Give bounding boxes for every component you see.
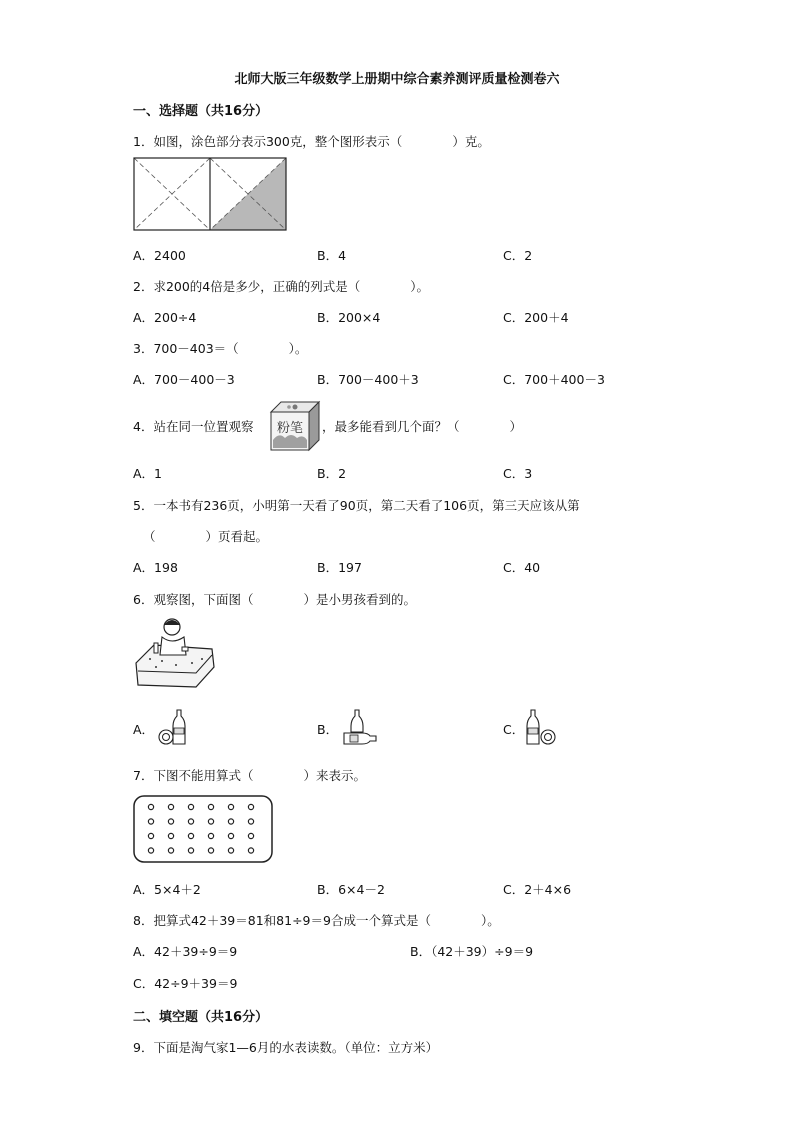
- question-2-stem: 2．求200的4倍是多少，正确的列式是（ ）。: [133, 279, 430, 294]
- q6-option-a[interactable]: A．: [133, 722, 155, 737]
- question-4-stem-before: 4．站在同一位置观察: [133, 419, 254, 434]
- q7-option-b[interactable]: B．6×4－2: [317, 882, 385, 897]
- grid-dot: [228, 804, 233, 809]
- grid-dot: [188, 833, 193, 838]
- grid-dot: [188, 848, 193, 853]
- grid-dot: [168, 833, 173, 838]
- grid-dot: [168, 819, 173, 824]
- section-heading-choice: 一、选择题（共16分）: [133, 104, 269, 119]
- question-5-stem-line2: （ ）页看起。: [143, 529, 269, 544]
- grid-dot: [148, 819, 153, 824]
- chalk-box-label: 粉笔: [277, 421, 304, 436]
- q7-option-a[interactable]: A．5×4＋2: [133, 882, 201, 897]
- grid-dot: [188, 819, 193, 824]
- q1-option-c[interactable]: C．2: [503, 248, 533, 263]
- q3-option-c[interactable]: C．700＋400－3: [503, 372, 605, 387]
- grid-dot: [168, 804, 173, 809]
- question-7-stem: 7．下图不能用算式（ ）来表示。: [133, 768, 366, 783]
- q1-option-a[interactable]: A．2400: [133, 248, 186, 263]
- grid-dot: [148, 833, 153, 838]
- q5-option-c[interactable]: C．40: [503, 560, 541, 575]
- grid-dot: [208, 833, 213, 838]
- question-9-stem: 9．下面是淘气家1—6月的水表读数。（单位：立方米）: [133, 1040, 439, 1055]
- question-6-stem: 6．观察图，下面图（ ）是小男孩看到的。: [133, 592, 416, 607]
- q8-option-b[interactable]: B．（42＋39）÷9＝9: [410, 944, 534, 959]
- q3-option-b[interactable]: B．700－400＋3: [317, 372, 419, 387]
- question-4-stem-after: ，最多能看到几个面？（ ）: [322, 419, 523, 434]
- grid-dot: [208, 804, 213, 809]
- q6-option-c[interactable]: C．: [503, 722, 525, 737]
- q8-option-a[interactable]: A．42＋39÷9＝9: [133, 944, 238, 959]
- bottle-cup-view-icon[interactable]: [340, 706, 380, 746]
- q5-option-a[interactable]: A．198: [133, 560, 178, 575]
- question-1-rectangle-figure: [134, 158, 286, 230]
- grid-dot: [168, 848, 173, 853]
- section-heading-fill: 二、填空题（共16分）: [133, 1010, 269, 1025]
- q7-option-c[interactable]: C．2＋4×6: [503, 882, 572, 897]
- question-3-stem: 3．700－403＝（ ）。: [133, 341, 308, 356]
- q6-option-b[interactable]: B．: [317, 722, 339, 737]
- grid-dot: [148, 848, 153, 853]
- boy-at-table-illustration: [132, 615, 216, 691]
- question-5-stem-line1: 5．一本书有236页，小明第一天看了90页，第二天看了106页，第三天应该从第: [133, 498, 580, 513]
- grid-dot: [248, 848, 253, 853]
- grid-dot: [248, 819, 253, 824]
- question-1-stem: 1．如图，涂色部分表示300克，整个图形表示（ ）克。: [133, 134, 490, 149]
- bottle-cup-view-icon[interactable]: [524, 706, 558, 746]
- q2-option-c[interactable]: C．200＋4: [503, 310, 569, 325]
- grid-dot: [208, 819, 213, 824]
- grid-dot: [208, 848, 213, 853]
- q4-option-b[interactable]: B．2: [317, 466, 347, 481]
- grid-dot: [248, 804, 253, 809]
- grid-dot: [228, 833, 233, 838]
- q5-option-b[interactable]: B．197: [317, 560, 362, 575]
- grid-dot: [188, 804, 193, 809]
- q1-option-b[interactable]: B．4: [317, 248, 347, 263]
- q4-option-c[interactable]: C．3: [503, 466, 533, 481]
- q8-option-c[interactable]: C．42÷9＋39＝9: [133, 976, 238, 991]
- grid-dot: [248, 833, 253, 838]
- q3-option-a[interactable]: A．700－400－3: [133, 372, 235, 387]
- q2-option-b[interactable]: B．200×4: [317, 310, 381, 325]
- grid-dot: [148, 804, 153, 809]
- q2-option-a[interactable]: A．200÷4: [133, 310, 197, 325]
- grid-dot: [228, 819, 233, 824]
- page-title: 北师大版三年级数学上册期中综合素养测评质量检测卷六: [234, 72, 560, 87]
- bottle-cup-view-icon[interactable]: [156, 706, 190, 746]
- question-8-stem: 8．把算式42＋39＝81和81÷9＝9合成一个算式是（ ）。: [133, 913, 500, 928]
- q4-option-a[interactable]: A．1: [133, 466, 163, 481]
- grid-dot: [228, 848, 233, 853]
- dot-grid-figure: [133, 795, 273, 863]
